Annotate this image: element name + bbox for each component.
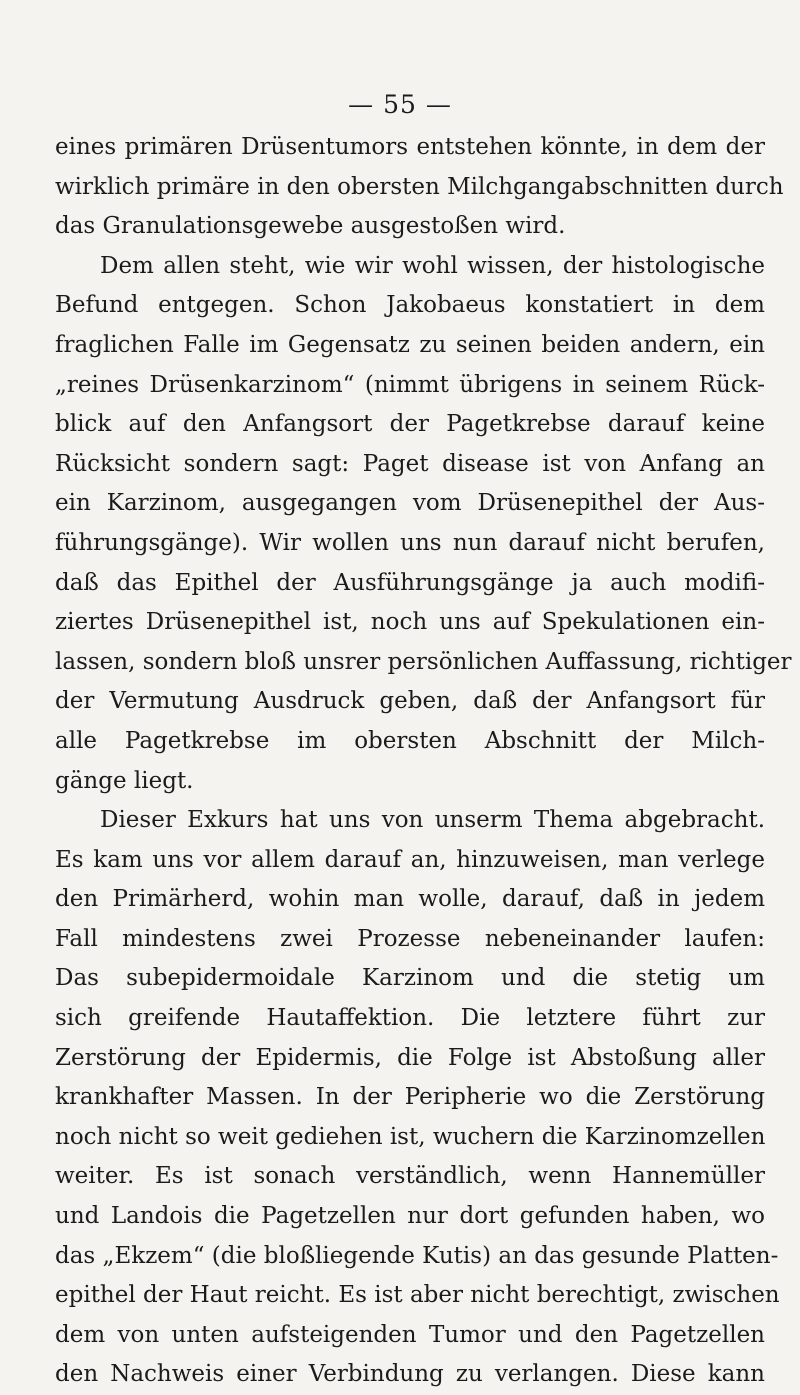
text-line: ziertes Drüsenepithel ist, noch uns auf Spekulationen ein- [55, 609, 765, 636]
text-line: ein Karzinom, ausgegangen vom Drüsenepithel der Aus- [55, 490, 765, 517]
text-line: Fall mindestens zwei Prozesse nebeneinander laufen: [55, 925, 765, 952]
text-line: „reines Drüsenkarzinom“ (nimmt übrigens in seinem Rück- [55, 371, 765, 398]
text-line: das „Ekzem“ (die bloßliegende Kutis) an das gesunde Platten- [55, 1242, 779, 1269]
text-line: daß das Epithel der Ausführungsgänge ja auch modifi- [55, 569, 765, 596]
text-line: blick auf den Anfangsort der Pagetkrebse darauf keine [55, 411, 765, 438]
text-line: sich greifende Hautaffektion. Die letztere führt zur [55, 1005, 765, 1032]
text-line: dem von unten aufsteigenden Tumor und den Pagetzellen [55, 1321, 765, 1348]
page-number: — 55 — [348, 90, 452, 119]
text-line: alle Pagetkrebse im obersten Abschnitt der Milch- [55, 727, 765, 754]
text-line: noch nicht so weit gediehen ist, wuchern die Karzinomzellen [55, 1123, 766, 1150]
text-line: Dem allen steht, wie wir wohl wissen, der histologische [100, 252, 765, 279]
text-line: den Primärherd, wohin man wolle, darauf, daß in jedem [55, 886, 765, 913]
text-line: krankhafter Massen. In der Peripherie wo die Zerstörung [55, 1084, 765, 1111]
text-line: fraglichen Falle im Gegensatz zu seinen beiden andern, ein [55, 331, 765, 358]
text-line: Befund entgegen. Schon Jakobaeus konstatiert in dem [55, 292, 765, 319]
text-line: wirklich primäre in den obersten Milchgangabschnitten durch [55, 173, 784, 200]
text-line: führungsgänge). Wir wollen uns nun darauf nicht berufen, [55, 529, 765, 556]
text-line: Es kam uns vor allem darauf an, hinzuweisen, man verlege [55, 846, 765, 873]
text-line: gänge liegt. [55, 767, 194, 794]
text-line: lassen, sondern bloß unsrer persönlichen Auffassung, richtiger [55, 648, 792, 675]
text-line: Zerstörung der Epidermis, die Folge ist Abstoßung aller [55, 1044, 765, 1071]
text-line: und Landois die Pagetzellen nur dort gefunden haben, wo [55, 1203, 765, 1230]
text-line: das Granulationsgewebe ausgestoßen wird. [55, 213, 566, 240]
text-line: eines primären Drüsentumors entstehen könnte, in dem der [55, 134, 765, 160]
text-line: Dieser Exkurs hat uns von unserm Thema abgebracht. [100, 807, 765, 834]
body-text [55, 128, 792, 1395]
text-line: Rücksicht sondern sagt: Paget disease ist von Anfang an [55, 450, 765, 477]
text-line: den Nachweis einer Verbindung zu verlangen. Diese kann [55, 1361, 765, 1388]
text-line: Das subepidermoidale Karzinom und die stetig um [55, 965, 765, 992]
text-line: der Vermutung Ausdruck geben, daß der Anfangsort für [55, 688, 765, 715]
text-line: epithel der Haut reicht. Es ist aber nicht berechtigt, zwischen [55, 1282, 780, 1309]
text-line: weiter. Es ist sonach verständlich, wenn Hannemüller [55, 1163, 765, 1190]
